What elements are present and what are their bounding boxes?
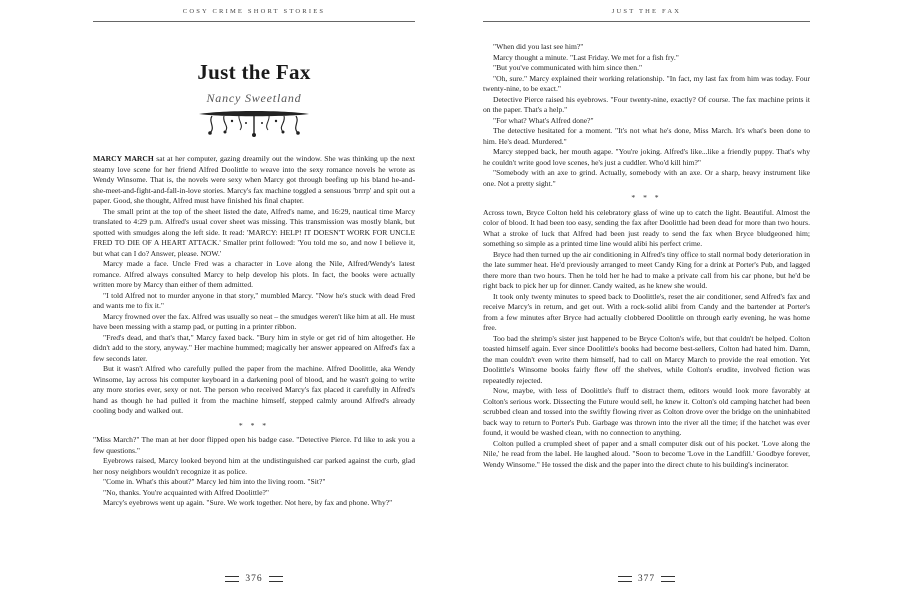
page-number-footer <box>93 574 415 584</box>
paragraph: Marcy made a face. Uncle Fred was a character in Love along the Nile, Alfred/Wendy's latest romance. Alfred always consulted Marcy to help develop his plots. In fact, the books were actually written more by Marcy than either of them admitted. <box>93 259 415 289</box>
paragraph: Across town, Bryce Colton held his celebratory glass of wine up to catch the light. Beautiful. Almost the color of blood. It had been too easy, sending the fax after Doolittle had been dead for more than two hours. What a stroke of luck that Alfred had been just ready to send the fax when Bryce bludgeoned him; something so simple as a printed time line would alibi his perfect crime. <box>483 207 810 248</box>
right-page <box>483 0 810 600</box>
paragraph: Marcy's eyebrows went up again. "Sure. We work together. Not here, by fax and phone. Why?" <box>103 498 393 507</box>
paragraph: Eyebrows raised, Marcy looked beyond him at the undistinguished car parked against the curb, glad her nosy neighbors wouldn't recognize it as police. <box>93 456 415 476</box>
running-head: JUST THE FAX <box>611 8 682 15</box>
paragraph: Too bad the shrimp's sister just happened to be Bryce Colton's wife, but that couldn't be helped. Colton toasted himself again. Ever since Doolittle's books had become best-sellers, Colton had hated him. Damn, the man couldn't even write them himself, had to call on Marcy March to provide the real emotion. Yet Doolittle's Winsome books fairly flew off the shelves, while Colton's erudite, involved fiction was repeatedly rejected. <box>483 333 810 385</box>
paragraph: "Oh, sure." Marcy explained their working relationship. "In fact, my last fax from him was today. Four twenty-nine, to be exact." <box>483 73 810 93</box>
page-number-footer <box>483 574 810 584</box>
opening-paragraph: MARCY MARCH sat at her computer, gazing dreamily out the window. She was thinking up the next steamy love scene for her friend Alfred Doolittle to weave into the sexy romance novels he wrote as Wendy Winsome. That is, the novels were sexy when Marcy got through beefing up his bland he-and-she-meet-and-fight-and-fall-in-love stories. Marcy's fax machine toggled a sensuous 'brrrp' and spit out a paper. Good, she thought, Alfred must have finished his final chapter. <box>93 154 416 205</box>
scene-break: * * * <box>238 420 270 430</box>
right-body-text <box>483 42 810 470</box>
title-block <box>93 60 415 138</box>
opening-smallcaps: MARCY MARCH <box>93 154 154 163</box>
paragraph: "Come in. What's this about?" Marcy led him into the living room. "Sit?" <box>103 477 326 486</box>
story-author: Nancy Sweetland <box>206 91 302 105</box>
paragraph: Marcy thought a minute. "Last Friday. We met for a fish fry." <box>493 52 679 62</box>
paragraph: "But you've communicated with him since then." <box>493 63 643 72</box>
paragraph: It took only twenty minutes to speed back to Doolittle's, reset the air conditioner, send Alfred's fax and receive Marcy's in return, and get out. With a rock-solid alibi from Candy and the bartender at Porter's from a few minutes after Bryce had actually clobbered Doolittle on through early evening, he was home free. <box>483 291 810 332</box>
paragraph: Detective Pierce raised his eyebrows. "Four twenty-nine, exactly? Of course. The fax machine prints it on the paper. That's a help." <box>483 94 810 114</box>
folio-ornament-icon <box>269 576 283 582</box>
running-head: COSY CRIME SHORT STORIES <box>182 8 326 15</box>
left-page <box>93 0 415 600</box>
folio-ornament-icon <box>618 576 632 582</box>
paragraph: Marcy frowned over the fax. Alfred was usually so neat – the smudges weren't like him at all. He must have been messing with a stamp pad, or putting in a printer ribbon. <box>93 311 415 331</box>
paragraph: "For what? What's Alfred done?" <box>493 115 594 125</box>
header-rule <box>93 21 415 22</box>
scene-break: * * * <box>631 193 662 202</box>
paragraph: The small print at the top of the sheet listed the date, Alfred's name, and 16:29, nautical time Marcy translated to 4:29 p.m. Alfred's usual cover sheet was missing. This transmission was mostly blank, but spotted with smudges along the left side. It read: 'MARCY: HELP! IT DOESN'T WORK FOR UNCLE FRED TO DIE OF A HEART ATTACK.' Smaller print followed: 'You told me so, and now I believe it, but what can I do? Answer, please. NOW.' <box>93 206 415 258</box>
paragraph: "Miss March?" The man at her door flipped open his badge case. "Detective Pierce. I'd like to ask you a few questions." <box>93 435 415 455</box>
paragraph: Marcy stepped back, her mouth agape. "You're joking. Alfred's like...like a friendly puppy. That's why he couldn't write good love scenes, he's just a cuddler. Who'd kill him?" <box>483 147 810 167</box>
paragraph: "No, thanks. You're acquainted with Alfred Doolittle?" <box>103 487 269 497</box>
paragraph: But it wasn't Alfred who carefully pulled the paper from the machine. Alfred Doolittle, aka Wendy Winsome, lay across his computer keyboard in a darkening pool of blood, and he wasn't going to write any more stories ever, sexy or not. The person who received Marcy's fax placed it carefully in Alfred's hand as though he had pulled it from the machine himself, stepped calmly around Alfred's already cooling body and walked out. <box>93 364 415 415</box>
left-body-text <box>93 154 415 509</box>
paragraph: "Fred's dead, and that's that," Marcy faxed back. "Bury him in style or get rid of him altogether. He didn't add to the story, anyway." Her machine hummed; magically her answer appeared on Alfred's fax a few seconds later. <box>93 332 415 363</box>
paragraph: Colton pulled a crumpled sheet of paper and a small computer disk out of his pocket. 'Love along the Nile,' he read from the label. He laughed aloud. "Soon to become 'Love in the Landfill.' Goodbye forever, Wendy Winsome." He tossed the disk and the paper into the direct chute to his building's incinerator. <box>483 438 810 469</box>
paragraph: "I told Alfred not to murder anyone in that story," mumbled Marcy. "Now he's stuck with dead Fred and wants me to fix it." <box>93 290 415 310</box>
paragraph: Now, maybe, with less of Doolittle's fluff to distract them, editors would look more favorably at Colton's serious work. Dissecting the Future would sell, he knew it. Colton's old camping hatchet had been scrubbed clean and tossed into the swiftly flowing river as Colton drove over the bridge on the uninhabited back way to return to Porter's Pub. Garbage was thrown into the river all the time; if the hatchet was ever found, it would be washed clean, with no connection to anything. <box>483 386 810 437</box>
paragraph: "Somebody with an axe to grind. Actually, somebody with an axe. Or a sharp, heavy instrument like one. Not a pretty sight." <box>483 168 810 188</box>
page-number: 376 <box>245 574 263 584</box>
story-title: Just the Fax <box>197 60 311 84</box>
folio-ornament-icon <box>661 576 675 582</box>
paragraph: "When did you last see him?" <box>493 42 584 51</box>
paragraph: Bryce had then turned up the air conditioning in Alfred's tiny office to stall normal body deterioration in the late summer heat. He'd previously arranged to meet Candy King for a drink at Porter's Pub, and lagged there more than two hours. Then he told her he had to make a private call from his car phone, but he'd be right back to pick her up for dinner. Candy waited, as he knew she would. <box>483 249 810 290</box>
floral-ornament-icon <box>194 108 314 138</box>
page-number: 377 <box>637 574 656 584</box>
header-rule <box>483 21 810 22</box>
paragraph: The detective hesitated for a moment. "It's not what he's done, Miss March. It's what's been done to him. He's dead. Murdered." <box>483 126 810 146</box>
folio-ornament-icon <box>225 576 239 582</box>
